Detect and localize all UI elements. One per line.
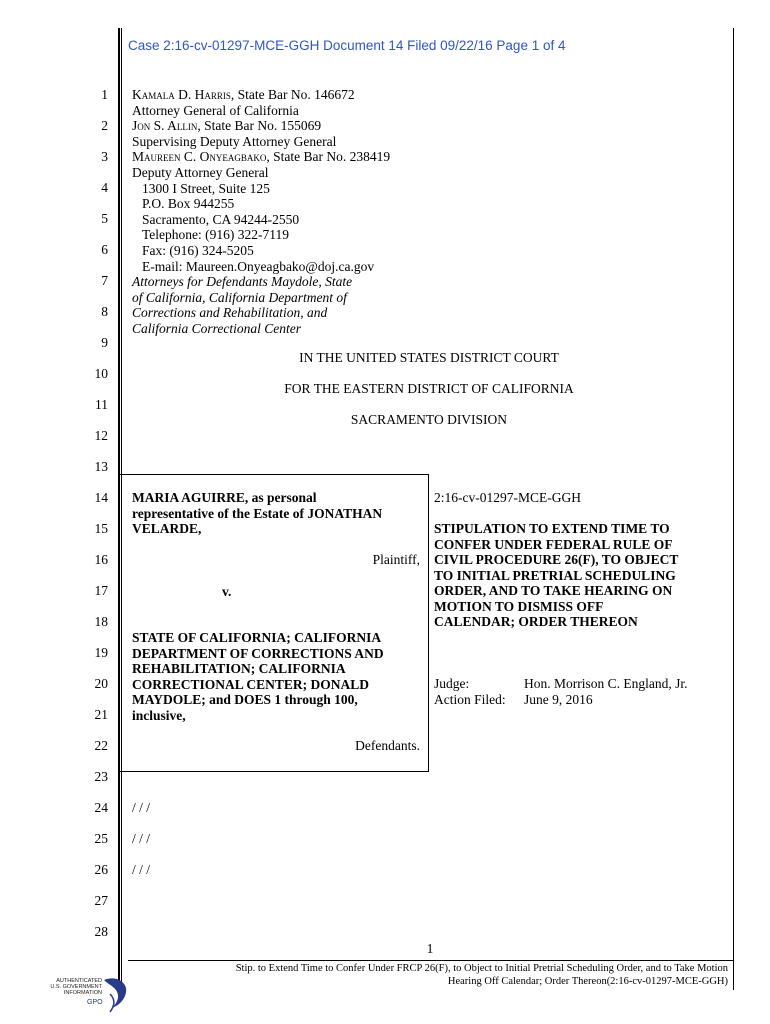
attorney-line: Deputy Attorney General	[132, 164, 269, 180]
footer-caption	[128, 963, 728, 988]
line-number: 18	[94, 614, 108, 629]
judge-info	[434, 676, 688, 707]
attorney-line: Supervising Deputy Attorney General	[132, 133, 337, 149]
line-number: 24	[94, 800, 108, 815]
attorney-line: Attorney General of California	[132, 102, 299, 118]
bar-number: , State Bar No. 238419	[266, 149, 391, 165]
fax-line: Fax: (916) 324-5205	[142, 242, 254, 258]
line-number: 28	[94, 924, 108, 939]
plaintiff-line: MARIA AGUIRRE, as personal	[132, 490, 317, 505]
continuation-mark: / / /	[132, 831, 151, 846]
defendant-line: inclusive,	[132, 707, 186, 723]
attorneys-for-line: California Correctional Center	[132, 320, 302, 336]
line-number: 15	[94, 521, 108, 536]
line-number: 1	[101, 87, 108, 102]
attorneys-for-line: Attorneys for Defendants Maydole, State	[132, 274, 353, 290]
line-number: 4	[101, 180, 108, 195]
title-line: STIPULATION TO EXTEND TIME TO	[434, 521, 670, 536]
gpo-text-line: INFORMATION	[63, 990, 102, 996]
line-number: 17	[94, 583, 108, 598]
footer-line: Hearing Off Calendar; Order Thereon(2:16-cv-01297-MCE-GGH)	[447, 975, 728, 987]
case-number: 2:16-cv-01297-MCE-GGH	[434, 490, 581, 505]
title-line: CONFER UNDER FEDERAL RULE OF	[434, 536, 673, 552]
line-number: 25	[94, 831, 108, 846]
line-number: 27	[94, 893, 108, 908]
attorney-line	[132, 118, 390, 134]
defendant-line: REHABILITATION; CALIFORNIA	[132, 661, 346, 676]
line-number: 19	[94, 645, 108, 660]
versus-label: v.	[222, 584, 232, 599]
attorney-name: Jon S. Allin	[132, 118, 198, 134]
gpo-text-line: AUTHENTICATED	[56, 978, 102, 984]
attorney-name: Maureen C. Onyeagbako	[132, 149, 267, 165]
court-district: FOR THE EASTERN DISTRICT OF CALIFORNIA	[284, 381, 574, 396]
page-number: 1	[426, 941, 434, 956]
line-number: 12	[94, 428, 108, 443]
case-header-stamp: Case 2:16-cv-01297-MCE-GGH Document 14 Filed 09/22/16 Page 1 of 4	[128, 38, 566, 53]
telephone-line: Telephone: (916) 322-7119	[142, 227, 290, 243]
defendant-line: CORRECTIONAL CENTER; DONALD	[132, 676, 370, 692]
filed-label: Action Filed:	[434, 691, 506, 707]
plaintiff-label: Plaintiff,	[372, 552, 420, 567]
gpo-mark: GPO	[87, 999, 103, 1006]
line-number: 3	[101, 149, 108, 164]
line-number: 7	[101, 273, 108, 288]
line-number: 26	[94, 862, 108, 877]
defendants-label: Defendants.	[355, 738, 420, 753]
line-number: 2	[101, 118, 108, 133]
gpo-text-line: U.S. GOVERNMENT	[50, 984, 102, 990]
title-line: CIVIL PROCEDURE 26(F), TO OBJECT	[434, 552, 679, 567]
judge-label: Judge:	[434, 676, 470, 691]
title-line: ORDER, AND TO TAKE HEARING ON	[434, 583, 673, 598]
attorney-block	[132, 87, 390, 337]
title-line: MOTION TO DISMISS OFF	[434, 598, 604, 614]
filed-row	[434, 692, 688, 708]
email-line: E-mail: Maureen.Onyeagbako@doj.ca.gov	[142, 258, 375, 274]
line-number: 14	[94, 490, 108, 505]
line-number: 20	[94, 676, 108, 691]
gpo-authentication-seal	[40, 974, 130, 1014]
defendant-block	[132, 630, 384, 723]
defendant-line: STATE OF CALIFORNIA; CALIFORNIA	[132, 630, 382, 645]
attorneys-for-line: Corrections and Rehabilitation, and	[132, 305, 328, 321]
plaintiff-line: representative of the Estate of JONATHAN	[132, 505, 383, 521]
line-number: 21	[94, 707, 108, 722]
continuation-mark: / / /	[132, 800, 151, 815]
attorney-name: Kamala D. Harris	[132, 87, 231, 102]
bar-number: , State Bar No. 155069	[197, 118, 322, 134]
line-number: 22	[94, 738, 108, 753]
line-number: 8	[101, 304, 108, 319]
defendant-line: DEPARTMENT OF CORRECTIONS AND	[132, 645, 384, 661]
eagle-icon	[100, 974, 130, 1014]
judge-row	[434, 676, 688, 692]
document-title	[434, 521, 678, 630]
filed-value: June 9, 2016	[524, 691, 593, 707]
title-line: TO INITIAL PRETRIAL SCHEDULING	[434, 567, 676, 583]
attorney-line	[132, 87, 390, 103]
bar-number: , State Bar No. 146672	[230, 87, 355, 102]
line-number: 13	[94, 459, 108, 474]
footer-line: Stip. to Extend Time to Confer Under FRCP 26(F), to Object to Initial Pretrial Scheduling Order, and to Take Motion	[235, 963, 728, 974]
attorney-line	[132, 149, 390, 165]
line-number: 16	[94, 552, 108, 567]
address-line: Sacramento, CA 94244-2550	[142, 211, 300, 227]
line-number: 6	[101, 242, 108, 257]
gpo-seal-text	[40, 978, 102, 996]
court-division: SACRAMENTO DIVISION	[350, 412, 508, 427]
address-line: P.O. Box 944255	[142, 196, 235, 212]
defendant-line: MAYDOLE; and DOES 1 through 100,	[132, 692, 358, 707]
continuation-mark: / / /	[132, 862, 151, 877]
judge-value: Hon. Morrison C. England, Jr.	[524, 676, 688, 691]
right-margin-rule	[733, 28, 734, 990]
address-line: 1300 I Street, Suite 125	[142, 180, 270, 196]
attorneys-for-line: of California, California Department of	[132, 289, 347, 305]
plaintiff-line: VELARDE,	[132, 521, 202, 536]
footer-rule	[128, 960, 733, 961]
line-number: 10	[94, 366, 108, 381]
title-line: CALENDAR; ORDER THEREON	[434, 614, 638, 629]
line-number: 23	[94, 769, 108, 784]
line-number: 9	[101, 335, 108, 350]
line-number: 5	[101, 211, 108, 226]
plaintiff-block	[132, 490, 382, 537]
court-name: IN THE UNITED STATES DISTRICT COURT	[299, 350, 559, 365]
line-number: 11	[95, 397, 108, 412]
